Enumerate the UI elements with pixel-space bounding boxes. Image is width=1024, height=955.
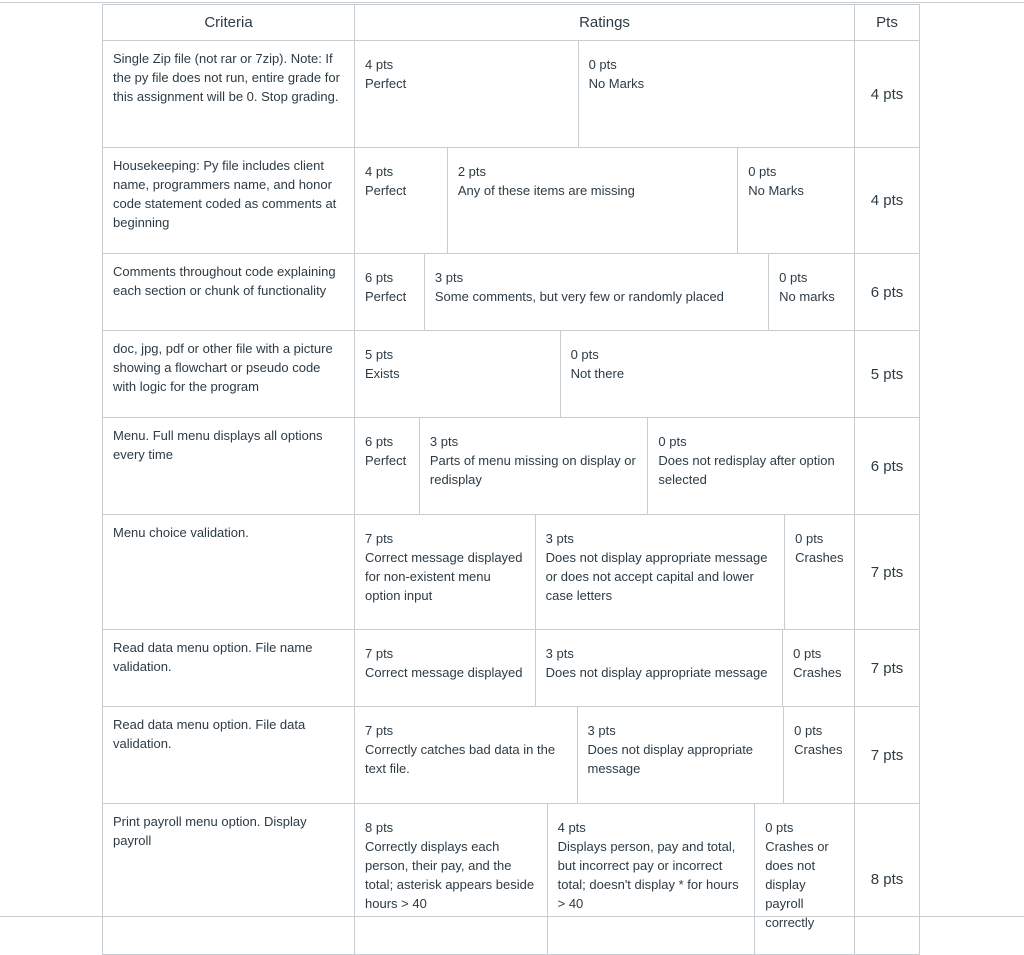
rating-description: Crashes <box>795 550 844 565</box>
criterion-cell <box>103 148 355 254</box>
rating-points: 0 pts <box>748 164 777 179</box>
criterion-cell <box>103 331 355 418</box>
rating-points: 3 pts <box>429 434 459 449</box>
rating[interactable] <box>737 148 854 253</box>
rating-points: 7 pts <box>365 531 394 546</box>
rating[interactable] <box>355 418 419 514</box>
pts-header: Pts <box>855 5 920 41</box>
rating[interactable] <box>547 804 755 954</box>
rating[interactable] <box>754 804 854 954</box>
rating-points: 0 pts <box>795 531 824 546</box>
ratings-cell <box>355 148 855 254</box>
rating[interactable] <box>782 630 854 706</box>
criterion-row <box>103 254 920 331</box>
rating-description: Correct message displayed <box>365 665 523 680</box>
rating[interactable] <box>355 41 578 147</box>
rating-description: Crashes <box>794 742 843 757</box>
points-cell: 8 pts <box>855 804 920 955</box>
criterion-description: Comments throughout code explaining each section or chunk of functionality <box>113 264 336 298</box>
rating-points: 0 pts <box>793 646 822 661</box>
rating[interactable] <box>535 630 782 706</box>
ratings-cell <box>355 515 855 630</box>
rating[interactable] <box>355 630 535 706</box>
criterion-cell <box>103 630 355 707</box>
points-cell: 6 pts <box>855 418 920 515</box>
rating[interactable] <box>419 418 648 514</box>
rating-points: 3 pts <box>434 270 464 285</box>
rating[interactable] <box>447 148 737 253</box>
rating[interactable] <box>783 707 854 803</box>
criterion-description: Housekeeping: Py file includes client name, programmers name, and honor code statement coded as comments at beginning <box>113 158 337 230</box>
rating-description: Some comments, but very few or randomly placed <box>434 289 724 304</box>
rating-description: Crashes or does not display payroll correctly <box>765 839 829 930</box>
criterion-description: Menu. Full menu displays all options every time <box>113 428 323 462</box>
rating-points: 5 pts <box>365 347 394 362</box>
criterion-description: Read data menu option. File name validation. <box>113 640 313 674</box>
ratings-header: Ratings <box>355 5 855 41</box>
bottom-divider <box>0 916 1024 917</box>
criterion-row <box>103 630 920 707</box>
rating[interactable] <box>355 254 424 330</box>
criterion-description: Menu choice validation. <box>113 525 249 540</box>
rating-points: 7 pts <box>365 646 394 661</box>
rating[interactable] <box>784 515 854 629</box>
rating-points: 8 pts <box>365 820 394 835</box>
points-cell: 7 pts <box>855 515 920 630</box>
criterion-row <box>103 515 920 630</box>
rating-description: Parts of menu missing on display or redisplay <box>429 453 636 487</box>
rating[interactable] <box>578 41 854 147</box>
rating-points: 4 pts <box>557 820 586 835</box>
rating-description: Perfect <box>365 183 407 198</box>
ratings-cell <box>355 804 855 955</box>
criterion-cell <box>103 707 355 804</box>
rating[interactable] <box>647 418 854 514</box>
criterion-cell <box>103 418 355 515</box>
rating-description: Correct message displayed for non-existent menu option input <box>365 550 523 603</box>
rating[interactable] <box>768 254 854 330</box>
points-cell: 5 pts <box>855 331 920 418</box>
points-cell: 6 pts <box>855 254 920 331</box>
points-cell: 7 pts <box>855 707 920 804</box>
criterion-cell <box>103 41 355 148</box>
points-cell: 7 pts <box>855 630 920 707</box>
ratings-cell <box>355 254 855 331</box>
rating[interactable] <box>355 804 547 954</box>
points-cell: 4 pts <box>855 41 920 148</box>
rating-points: 7 pts <box>365 723 394 738</box>
criterion-description: Single Zip file (not rar or 7zip). Note: If the py file does not run, entire grade for this assignment will be 0. Stop grading. <box>113 51 340 104</box>
ratings-cell <box>355 707 855 804</box>
criterion-row <box>103 331 920 418</box>
criterion-row <box>103 804 920 955</box>
rating-description: Does not display appropriate message <box>545 665 768 680</box>
rating-description: Perfect <box>365 453 407 468</box>
rating-description: Perfect <box>365 76 407 91</box>
criterion-cell <box>103 254 355 331</box>
rating-description: No Marks <box>588 76 645 91</box>
rating-description: Not there <box>570 366 625 381</box>
rubric-table <box>102 4 920 955</box>
criterion-row <box>103 707 920 804</box>
rating[interactable] <box>535 515 784 629</box>
ratings-cell <box>355 41 855 148</box>
rating-points: 3 pts <box>545 646 574 661</box>
rating[interactable] <box>577 707 784 803</box>
rating[interactable] <box>424 254 768 330</box>
criterion-row <box>103 418 920 515</box>
rating-description: No Marks <box>748 183 804 198</box>
ratings-cell <box>355 418 855 515</box>
rating-description: Does not display appropriate message <box>587 742 754 776</box>
rating-points: 3 pts <box>545 531 574 546</box>
rating[interactable] <box>560 331 854 417</box>
rating-description: No marks <box>779 289 835 304</box>
top-divider <box>0 2 1024 3</box>
rating-points: 0 pts <box>794 723 823 738</box>
rating-description: Exists <box>365 366 400 381</box>
criterion-cell <box>103 804 355 955</box>
criterion-description: Print payroll menu option. Display payroll <box>113 814 307 848</box>
rating-description: Any of these items are missing <box>457 183 635 198</box>
rating-description: Correctly catches bad data in the text file. <box>365 742 556 776</box>
rating-points: 2 pts <box>457 164 487 179</box>
rating-points: 6 pts <box>365 270 394 285</box>
criterion-description: doc, jpg, pdf or other file with a picture showing a flowchart or pseudo code with logic for the program <box>113 341 333 394</box>
rating-points: 0 pts <box>588 57 617 72</box>
rating-points: 4 pts <box>365 164 394 179</box>
rating-points: 4 pts <box>365 57 394 72</box>
rating-points: 3 pts <box>587 723 616 738</box>
rating-description: Displays person, pay and total, but incorrect pay or incorrect total; doesn't display * for hours > 40 <box>557 839 739 911</box>
rating-points: 0 pts <box>765 820 794 835</box>
rating-description: Crashes <box>793 665 842 680</box>
criterion-row <box>103 148 920 254</box>
criterion-description: Read data menu option. File data validation. <box>113 717 306 751</box>
rating-points: 0 pts <box>779 270 808 285</box>
criterion-row <box>103 41 920 148</box>
rating-description: Does not redisplay after option selected <box>658 453 835 487</box>
rating-points: 0 pts <box>570 347 599 362</box>
criteria-header: Criteria <box>103 5 355 41</box>
points-cell: 4 pts <box>855 148 920 254</box>
rating[interactable] <box>355 515 535 629</box>
ratings-cell <box>355 331 855 418</box>
ratings-cell <box>355 630 855 707</box>
rating[interactable] <box>355 148 447 253</box>
rating[interactable] <box>355 707 577 803</box>
rating-points: 0 pts <box>658 434 687 449</box>
rating-points: 6 pts <box>365 434 394 449</box>
rating-description: Does not display appropriate message or does not accept capital and lower case letters <box>545 550 768 603</box>
rating-description: Correctly displays each person, their pay, and the total; asterisk appears beside hours > 40 <box>365 839 535 911</box>
criterion-cell <box>103 515 355 630</box>
rating-description: Perfect <box>365 289 407 304</box>
rating[interactable] <box>355 331 560 417</box>
header-row <box>103 5 920 41</box>
